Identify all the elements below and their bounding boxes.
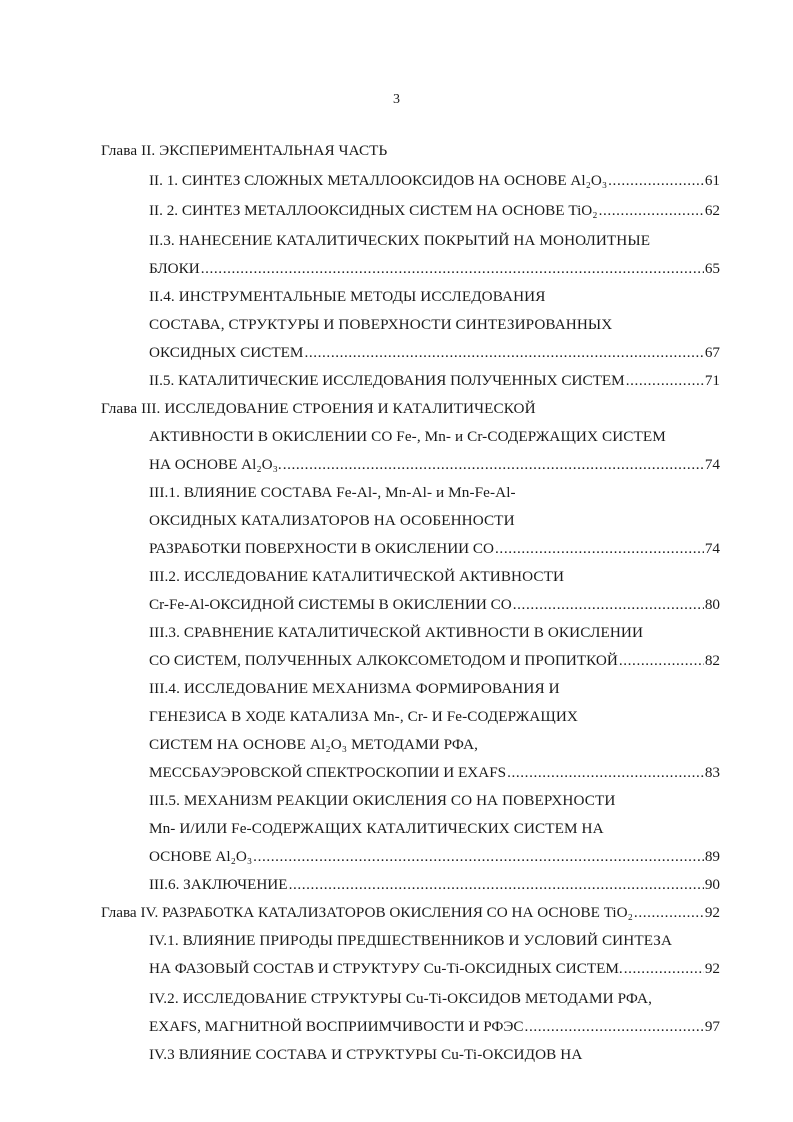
- dot-leader: [304, 344, 703, 362]
- dot-leader: [608, 172, 704, 190]
- toc-entry: [149, 652, 720, 670]
- toc-chapter-heading: Глава II. ЭКСПЕРИМЕНТАЛЬНАЯ ЧАСТЬ: [101, 142, 388, 159]
- toc-entry: III.3. СРАВНЕНИЕ КАТАЛИТИЧЕСКОЙ АКТИВНОСТИ В ОКИСЛЕНИИ: [149, 624, 644, 641]
- page-number: 3: [393, 92, 400, 107]
- toc-entry: IV.3 ВЛИЯНИЕ СОСТАВА И СТРУКТУРЫ Cu-Ti-ОКСИДОВ НА: [149, 1046, 583, 1063]
- toc-entry: [149, 1018, 720, 1036]
- dot-leader: [626, 372, 704, 390]
- toc-entry: [149, 960, 720, 978]
- toc-page-number: 92: [704, 960, 720, 977]
- toc-entry: [149, 372, 720, 390]
- toc-entry: [149, 876, 720, 894]
- toc-entry-title: II.5. КАТАЛИТИЧЕСКИЕ ИССЛЕДОВАНИЯ ПОЛУЧЕННЫХ СИСТЕМ: [149, 372, 625, 389]
- toc-entry: [149, 172, 720, 190]
- toc-entry: СОСТАВА, СТРУКТУРЫ И ПОВЕРХНОСТИ СИНТЕЗИРОВАННЫХ: [149, 316, 613, 333]
- toc-entry: АКТИВНОСТИ В ОКИСЛЕНИИ СО Fe-, Mn- и Cr-СОДЕРЖАЩИХ СИСТЕМ: [149, 428, 666, 445]
- toc-entry-title: МЕССБАУЭРОВСКОЙ СПЕКТРОСКОПИИ И EXAFS: [149, 764, 507, 781]
- toc-entry-title: Глава IV. РАЗРАБОТКА КАТАЛИЗАТОРОВ ОКИСЛЕНИЯ СО НА ОСНОВЕ TiO₂: [101, 904, 633, 921]
- toc-entry-title: СО СИСТЕМ, ПОЛУЧЕННЫХ АЛКОКСОМЕТОДОМ И ПРОПИТКОЙ: [149, 652, 618, 669]
- toc-entry: III.1. ВЛИЯНИЕ СОСТАВА Fe-Al-, Mn-Al- и Mn-Fe-Al-: [149, 484, 516, 501]
- dot-leader: [495, 540, 704, 558]
- toc-entry: III.2. ИССЛЕДОВАНИЕ КАТАЛИТИЧЕСКОЙ АКТИВНОСТИ: [149, 568, 565, 585]
- dot-leader: [513, 596, 704, 614]
- toc-entry-title: РАЗРАБОТКИ ПОВЕРХНОСТИ В ОКИСЛЕНИИ СО: [149, 540, 495, 557]
- toc-entry: [149, 456, 720, 474]
- toc-entry-title: II. 1. СИНТЕЗ СЛОЖНЫХ МЕТАЛЛООКСИДОВ НА ОСНОВЕ Al₂O₃: [149, 172, 608, 189]
- dot-leader: [634, 904, 704, 922]
- toc-page-number: 74: [704, 456, 720, 473]
- dot-leader: [624, 960, 704, 978]
- toc-chapter-heading: [101, 904, 720, 922]
- toc-chapter-heading: Глава III. ИССЛЕДОВАНИЕ СТРОЕНИЯ И КАТАЛИТИЧЕСКОЙ: [101, 400, 536, 417]
- toc-page-number: 71: [704, 372, 720, 389]
- toc-page-number: 67: [704, 344, 720, 361]
- toc-entry: IV.2. ИССЛЕДОВАНИЕ СТРУКТУРЫ Cu-Ti-ОКСИДОВ МЕТОДАМИ РФА,: [149, 990, 652, 1007]
- toc-entry-title: ОКСИДНЫХ СИСТЕМ: [149, 344, 304, 361]
- toc-entry-title: II. 2. СИНТЕЗ МЕТАЛЛООКСИДНЫХ СИСТЕМ НА ОСНОВЕ TiO₂: [149, 202, 598, 219]
- toc-entry: СИСТЕМ НА ОСНОВЕ Al₂O₃ МЕТОДАМИ РФА,: [149, 736, 479, 753]
- dot-leader: [201, 260, 704, 278]
- toc-entry-title: Cr-Fe-Al-ОКСИДНОЙ СИСТЕМЫ В ОКИСЛЕНИИ СО: [149, 596, 512, 613]
- toc-entry-title: НА ФАЗОВЫЙ СОСТАВ И СТРУКТУРУ Cu-Ti-ОКСИДНЫХ СИСТЕМ.: [149, 960, 623, 977]
- toc-page-number: 65: [704, 260, 720, 277]
- toc-entry: IV.1. ВЛИЯНИЕ ПРИРОДЫ ПРЕДШЕСТВЕННИКОВ И УСЛОВИЙ СИНТЕЗА: [149, 932, 673, 949]
- toc-entry: [149, 764, 720, 782]
- toc-page-number: 83: [704, 764, 720, 781]
- toc-page-number: 74: [704, 540, 720, 557]
- toc-entry: [149, 344, 720, 362]
- toc-entry: II.4. ИНСТРУМЕНТАЛЬНЫЕ МЕТОДЫ ИССЛЕДОВАНИЯ: [149, 288, 546, 305]
- toc-page-number: 80: [704, 596, 720, 613]
- dot-leader: [253, 848, 704, 866]
- dot-leader: [619, 652, 704, 670]
- toc-page-number: 82: [704, 652, 720, 669]
- dot-leader: [525, 1018, 704, 1036]
- toc-page-number: 97: [704, 1018, 720, 1035]
- toc-entry-title: НА ОСНОВЕ Al₂O₃.: [149, 456, 282, 473]
- toc-entry: [149, 260, 720, 278]
- toc-page-number: 62: [704, 202, 720, 219]
- toc-entry: III.5. МЕХАНИЗМ РЕАКЦИИ ОКИСЛЕНИЯ СО НА ПОВЕРХНОСТИ: [149, 792, 616, 809]
- toc-page-number: 61: [704, 172, 720, 189]
- toc-entry: ОКСИДНЫХ КАТАЛИЗАТОРОВ НА ОСОБЕННОСТИ: [149, 512, 515, 529]
- dot-leader: [283, 456, 704, 474]
- toc-entry: II.3. НАНЕСЕНИЕ КАТАЛИТИЧЕСКИХ ПОКРЫТИЙ НА МОНОЛИТНЫЕ: [149, 232, 651, 249]
- toc-entry: ГЕНЕЗИСА В ХОДЕ КАТАЛИЗА Mn-, Cr- И Fe-СОДЕРЖАЩИХ: [149, 708, 578, 725]
- toc-entry: Mn- И/ИЛИ Fe-СОДЕРЖАЩИХ КАТАЛИТИЧЕСКИХ СИСТЕМ НА: [149, 820, 604, 837]
- toc-page-number: 90: [704, 876, 720, 893]
- toc-entry: [149, 202, 720, 220]
- toc-entry: III.4. ИССЛЕДОВАНИЕ МЕХАНИЗМА ФОРМИРОВАНИЯ И: [149, 680, 560, 697]
- dot-leader: [289, 876, 704, 894]
- toc-entry: [149, 848, 720, 866]
- toc-entry-title: ОСНОВЕ Al₂O₃: [149, 848, 253, 865]
- toc-entry-title: III.6. ЗАКЛЮЧЕНИЕ: [149, 876, 288, 893]
- toc-entry: [149, 596, 720, 614]
- toc-entry: [149, 540, 720, 558]
- toc-page-number: 89: [704, 848, 720, 865]
- toc-page-number: 92: [704, 904, 720, 921]
- dot-leader: [507, 764, 704, 782]
- toc-entry-title: EXAFS, МАГНИТНОЙ ВОСПРИИМЧИВОСТИ И РФЭС: [149, 1018, 524, 1035]
- dot-leader: [599, 202, 704, 220]
- toc-entry-title: БЛОКИ: [149, 260, 200, 277]
